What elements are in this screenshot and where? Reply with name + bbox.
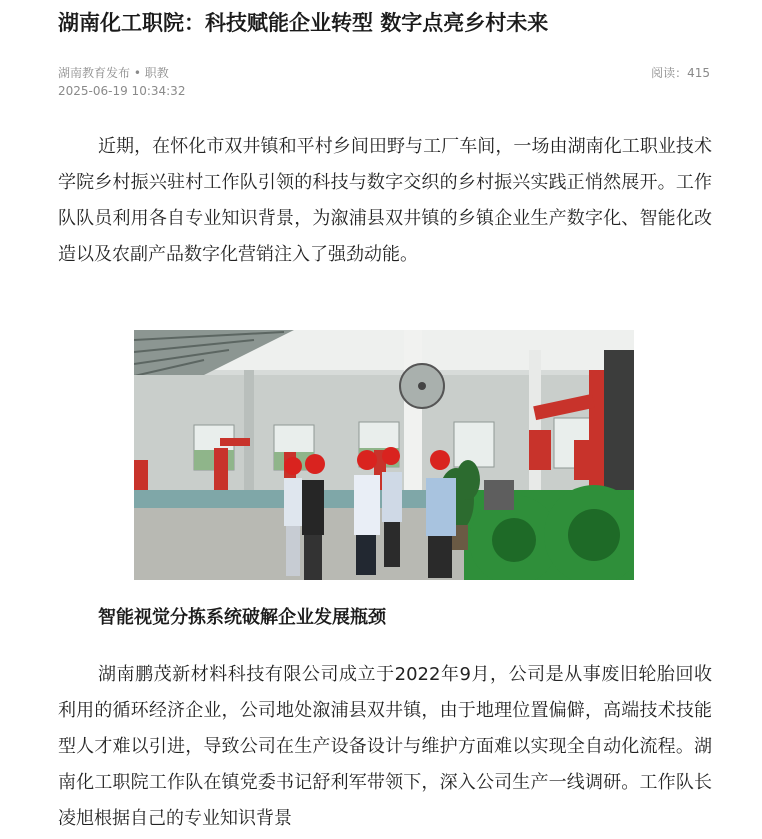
read-count: 阅读：415 [651,66,710,80]
factory-photo [134,330,634,580]
article-meta [58,64,185,100]
article-date: 2025-06-19 10:34:32 [58,84,186,98]
article-paragraph-2: 湖南鹏茂新材料科技有限公司成立于2022年9月，公司是从事废旧轮胎回收利用的循环经济企业，公司地处溆浦县双井镇，由于地理位置偏僻，高端技术技能型人才难以引进，导致公司在生产设备设计与维护方面难以实现全自动化流程。湖南化工职院工作队在镇党委书记舒利军带领下，深入公司生产一线调研。工作队长凌旭根据自己的专业知识背景 [58,664,712,829]
article-paragraph-1: 近期，在怀化市双井镇和平村乡间田野与工厂车间，一场由湖南化工职业技术学院乡村振兴驻村工作队引领的科技与数字交织的乡村振兴实践正悄然展开。工作队队员利用各自专业知识背景，为溆浦县双井镇的乡镇企业生产数字化、智能化改造以及农副产品数字化营销注入了强劲动能。 [58,136,712,265]
article-source[interactable]: 湖南教育发布 • 职教 [58,66,169,80]
section-heading: 智能视觉分拣系统破解企业发展瓶颈 [98,607,386,628]
article-title: 湖南化工职院：科技赋能企业转型 数字点亮乡村未来 [58,11,549,35]
